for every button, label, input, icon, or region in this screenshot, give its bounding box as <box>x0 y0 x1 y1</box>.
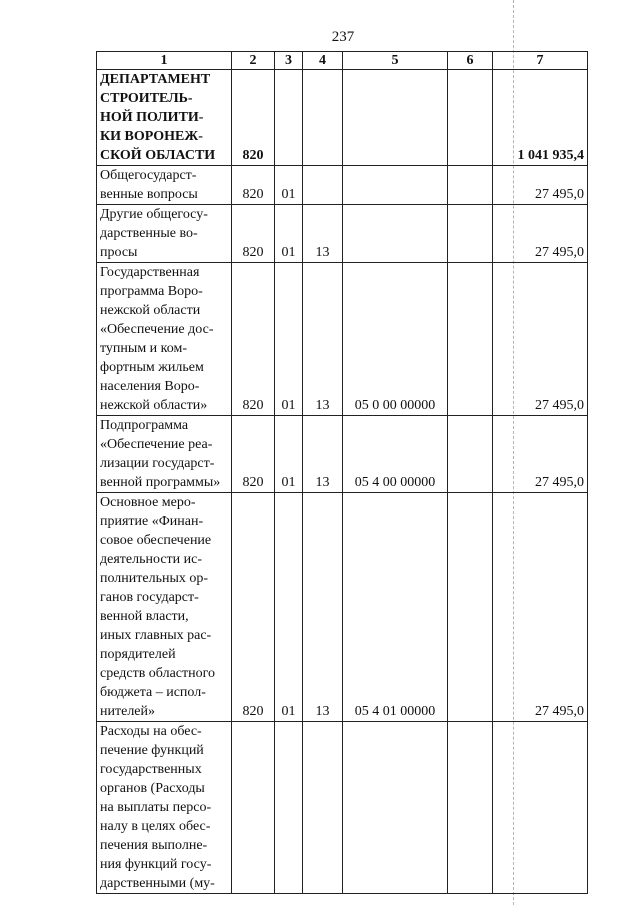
csr-cell <box>343 722 448 894</box>
vr-cell <box>448 722 493 894</box>
name-line: органов (Расходы <box>100 781 205 796</box>
pr-cell: 13 <box>303 263 343 416</box>
csr-cell: 05 0 00 00000 <box>343 263 448 416</box>
csr-cell <box>343 70 448 166</box>
name-line: программа Воро- <box>100 284 203 299</box>
name-line: нежской области» <box>100 398 208 413</box>
sum-cell: 27 495,0 <box>493 166 588 205</box>
name-line: КИ ВОРОНЕЖ- <box>100 129 203 144</box>
name-line: венные вопросы <box>100 187 198 202</box>
name-line: Расходы на обес- <box>100 724 202 739</box>
rz-cell: 01 <box>275 493 303 722</box>
rz-cell <box>275 70 303 166</box>
rz-cell: 01 <box>275 263 303 416</box>
name-line: лизации государст- <box>100 456 215 471</box>
rz-cell: 01 <box>275 166 303 205</box>
name-line: нежской области <box>100 303 201 318</box>
column-header: 7 <box>493 52 588 70</box>
name-line: венной власти, <box>100 609 189 624</box>
name-line: иных главных рас- <box>100 628 212 643</box>
row-name <box>97 166 232 205</box>
grbs-cell: 820 <box>232 263 275 416</box>
vr-cell <box>448 166 493 205</box>
name-line: СКОЙ ОБЛАСТИ <box>100 148 216 163</box>
column-header: 4 <box>303 52 343 70</box>
vr-cell <box>448 263 493 416</box>
name-line: СТРОИТЕЛЬ- <box>100 91 193 106</box>
name-line: на выплаты персо- <box>100 800 212 815</box>
pr-cell: 13 <box>303 205 343 263</box>
table-row <box>97 416 588 493</box>
table-row <box>97 166 588 205</box>
csr-cell <box>343 166 448 205</box>
rz-cell: 01 <box>275 416 303 493</box>
budget-table <box>96 51 588 894</box>
name-line: приятие «Финан- <box>100 514 204 529</box>
name-line: ния функций госу- <box>100 857 212 872</box>
name-line: фортным жильем <box>100 360 204 375</box>
pr-cell: 13 <box>303 493 343 722</box>
table-row <box>97 493 588 722</box>
name-line: полнительных ор- <box>100 571 209 586</box>
column-header: 1 <box>97 52 232 70</box>
name-line: налу в целях обес- <box>100 819 211 834</box>
pr-cell: 13 <box>303 416 343 493</box>
sum-cell: 27 495,0 <box>493 205 588 263</box>
name-line: ганов государст- <box>100 590 199 605</box>
sum-cell: 27 495,0 <box>493 493 588 722</box>
name-line: «Обеспечение реа- <box>100 437 213 452</box>
page-number: 237 <box>331 29 355 45</box>
vr-cell <box>448 493 493 722</box>
name-line: печения выполне- <box>100 838 208 853</box>
name-line: венной программы» <box>100 475 221 490</box>
name-line: бюджета – испол- <box>100 685 206 700</box>
sum-cell: 27 495,0 <box>493 263 588 416</box>
table-row <box>97 205 588 263</box>
vr-cell <box>448 416 493 493</box>
row-name <box>97 205 232 263</box>
sum-cell <box>493 722 588 894</box>
column-header: 5 <box>343 52 448 70</box>
sum-cell: 27 495,0 <box>493 416 588 493</box>
name-line: Другие общегосу- <box>100 207 208 222</box>
vr-cell <box>448 70 493 166</box>
name-line: государственных <box>100 762 202 777</box>
name-line: дарственные во- <box>100 226 198 241</box>
vr-cell <box>448 205 493 263</box>
name-line: средств областного <box>100 666 216 681</box>
rz-cell: 01 <box>275 205 303 263</box>
name-line: порядителей <box>100 647 176 662</box>
grbs-cell: 820 <box>232 70 275 166</box>
sum-cell: 1 041 935,4 <box>493 70 588 166</box>
name-line: просы <box>100 245 138 260</box>
grbs-cell: 820 <box>232 493 275 722</box>
table-row <box>97 263 588 416</box>
name-line: НОЙ ПОЛИТИ- <box>100 110 204 125</box>
csr-cell: 05 4 00 00000 <box>343 416 448 493</box>
grbs-cell: 820 <box>232 166 275 205</box>
csr-cell: 05 4 01 00000 <box>343 493 448 722</box>
row-name <box>97 70 232 166</box>
name-line: Основное меро- <box>100 495 196 510</box>
column-header: 3 <box>275 52 303 70</box>
rz-cell <box>275 722 303 894</box>
name-line: Общегосударст- <box>100 168 197 183</box>
table-row <box>97 722 588 894</box>
pr-cell <box>303 70 343 166</box>
pr-cell <box>303 166 343 205</box>
name-line: населения Воро- <box>100 379 200 394</box>
name-line: печение функций <box>100 743 204 758</box>
table-row <box>97 70 588 166</box>
grbs-cell <box>232 722 275 894</box>
name-line: Государственная <box>100 265 200 280</box>
row-name <box>97 493 232 722</box>
name-line: нителей» <box>100 704 156 719</box>
pr-cell <box>303 722 343 894</box>
header-row <box>97 52 588 70</box>
csr-cell <box>343 205 448 263</box>
column-header: 2 <box>232 52 275 70</box>
row-name <box>97 722 232 894</box>
name-line: ДЕПАРТАМЕНТ <box>100 72 211 87</box>
name-line: деятельности ис- <box>100 552 203 567</box>
grbs-cell: 820 <box>232 205 275 263</box>
grbs-cell: 820 <box>232 416 275 493</box>
name-line: тупным и ком- <box>100 341 188 356</box>
name-line: совое обеспечение <box>100 533 212 548</box>
name-line: «Обеспечение дос- <box>100 322 214 337</box>
name-line: Подпрограмма <box>100 418 189 433</box>
row-name <box>97 263 232 416</box>
name-line: дарственными (му- <box>100 876 215 891</box>
column-header: 6 <box>448 52 493 70</box>
row-name <box>97 416 232 493</box>
